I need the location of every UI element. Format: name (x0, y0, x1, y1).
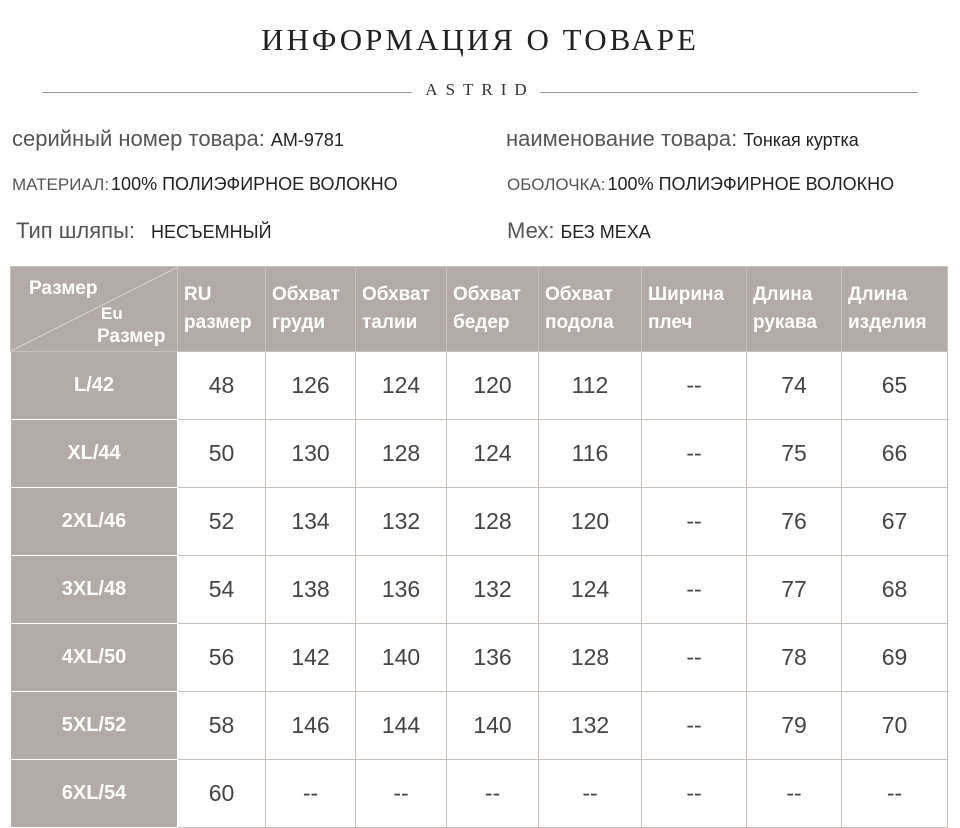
measurement-cell: 138 (266, 556, 356, 624)
serial-number-row (12, 126, 344, 152)
brand-name: ASTRID (425, 80, 535, 99)
measurement-cell: 128 (447, 488, 539, 556)
measurement-cell: 124 (539, 556, 642, 624)
measurement-cell: 128 (539, 624, 642, 692)
measurement-cell: 144 (356, 692, 447, 760)
header-line: Обхват (272, 284, 340, 305)
header-line: изделия (848, 312, 927, 333)
measurement-cell: 132 (356, 488, 447, 556)
measurement-cell: 124 (447, 420, 539, 488)
header-line: размер (184, 312, 252, 333)
measurement-cell: 132 (447, 556, 539, 624)
product-name-label: наименование товара: (506, 126, 738, 151)
measurement-cell: -- (356, 760, 447, 828)
table-row (11, 692, 948, 760)
measurement-cell: 112 (539, 352, 642, 420)
product-name-row (506, 126, 859, 152)
measurement-cell: 140 (356, 624, 447, 692)
measurement-cell: -- (747, 760, 842, 828)
measurement-cell: 58 (178, 692, 266, 760)
shell-value: 100% ПОЛИЭФИРНОЕ ВОЛОКНО (607, 174, 895, 194)
header-shoulder (642, 267, 747, 352)
page-title: ИНФОРМАЦИЯ О ТОВАРЕ (261, 22, 699, 57)
measurement-cell: -- (642, 488, 747, 556)
measurement-cell: 67 (842, 488, 948, 556)
size-cell: XL/44 (11, 420, 178, 488)
measurement-cell: 128 (356, 420, 447, 488)
size-corner-header (11, 267, 178, 352)
header-length (842, 267, 948, 352)
measurement-cell: 50 (178, 420, 266, 488)
measurement-cell: 69 (842, 624, 948, 692)
serial-number-value: AM-9781 (270, 130, 344, 150)
measurement-cell: 142 (266, 624, 356, 692)
material-value: 100% ПОЛИЭФИРНОЕ ВОЛОКНО (111, 174, 398, 194)
measurement-cell: -- (842, 760, 948, 828)
header-line: Длина (753, 284, 813, 305)
size-cell: 4XL/50 (11, 624, 178, 692)
header-line: Обхват (453, 284, 521, 305)
shell-label: ОБОЛОЧКА: (507, 175, 606, 194)
corner-size-label: Размер (29, 278, 98, 299)
table-row (11, 624, 948, 692)
corner-eu-label: Eu (101, 304, 123, 323)
header-line: RU (184, 284, 212, 305)
hat-type-label: Тип шляпы: (16, 218, 136, 243)
header-line: талии (362, 312, 418, 333)
measurement-cell: -- (642, 692, 747, 760)
hat-type-value: НЕСЪЕМНЫЙ (151, 222, 272, 242)
header-waist (356, 267, 447, 352)
measurement-cell: -- (642, 420, 747, 488)
size-rows (11, 352, 948, 828)
table-row (11, 420, 948, 488)
header-ru-size (178, 267, 266, 352)
measurement-cell: 78 (747, 624, 842, 692)
header-hips (447, 267, 539, 352)
size-cell: 5XL/52 (11, 692, 178, 760)
measurement-cell: 52 (178, 488, 266, 556)
table-row (11, 760, 948, 828)
measurement-cell: 140 (447, 692, 539, 760)
measurement-cell: 48 (178, 352, 266, 420)
fur-row (507, 218, 651, 244)
header-line: рукава (753, 312, 817, 333)
fur-label: Мех: (507, 218, 555, 243)
measurement-cell: 70 (842, 692, 948, 760)
measurement-cell: -- (447, 760, 539, 828)
measurement-cell: 130 (266, 420, 356, 488)
measurement-cell: 132 (539, 692, 642, 760)
table-row (11, 352, 948, 420)
header-line: Обхват (362, 284, 430, 305)
hat-type-row (16, 218, 272, 244)
header-line: бедер (453, 312, 510, 333)
header-line: Ширина (648, 284, 725, 305)
measurement-cell: -- (642, 352, 747, 420)
measurement-cell: 54 (178, 556, 266, 624)
measurement-cell: -- (642, 760, 747, 828)
measurement-cell: -- (266, 760, 356, 828)
header-sleeve (747, 267, 842, 352)
size-cell: 3XL/48 (11, 556, 178, 624)
header-line: Длина (848, 284, 908, 305)
measurement-cell: 79 (747, 692, 842, 760)
table-row (11, 488, 948, 556)
header-line: подола (545, 312, 614, 333)
measurement-cell: -- (642, 624, 747, 692)
header-line: плеч (648, 312, 693, 333)
measurement-cell: 136 (356, 556, 447, 624)
measurement-cell: 65 (842, 352, 948, 420)
header-chest (266, 267, 356, 352)
measurement-cell: 56 (178, 624, 266, 692)
header-line: груди (272, 312, 326, 333)
size-cell: 2XL/46 (11, 488, 178, 556)
measurement-cell: 75 (747, 420, 842, 488)
measurement-cell: 77 (747, 556, 842, 624)
measurement-cell: -- (642, 556, 747, 624)
table-row (11, 556, 948, 624)
table-header-row (11, 267, 948, 352)
fur-value: БЕЗ МЕХА (560, 222, 651, 242)
serial-number-label: серийный номер товара: (12, 126, 265, 151)
shell-row (507, 174, 894, 195)
measurement-cell: -- (539, 760, 642, 828)
measurement-cell: 74 (747, 352, 842, 420)
material-row (12, 174, 398, 195)
measurement-cell: 124 (356, 352, 447, 420)
header-line: Обхват (545, 284, 613, 305)
measurement-cell: 116 (539, 420, 642, 488)
size-chart-table (10, 266, 948, 828)
measurement-cell: 60 (178, 760, 266, 828)
size-cell: 6XL/54 (11, 760, 178, 828)
measurement-cell: 146 (266, 692, 356, 760)
material-label: МАТЕРИАЛ: (12, 175, 110, 194)
measurement-cell: 66 (842, 420, 948, 488)
header-hem (539, 267, 642, 352)
measurement-cell: 120 (539, 488, 642, 556)
measurement-cell: 134 (266, 488, 356, 556)
corner-eu-size-label: Размер (97, 326, 166, 347)
measurement-cell: 126 (266, 352, 356, 420)
measurement-cell: 136 (447, 624, 539, 692)
measurement-cell: 76 (747, 488, 842, 556)
measurement-cell: 68 (842, 556, 948, 624)
measurement-cell: 120 (447, 352, 539, 420)
product-name-value: Тонкая куртка (743, 130, 859, 150)
size-cell: L/42 (11, 352, 178, 420)
